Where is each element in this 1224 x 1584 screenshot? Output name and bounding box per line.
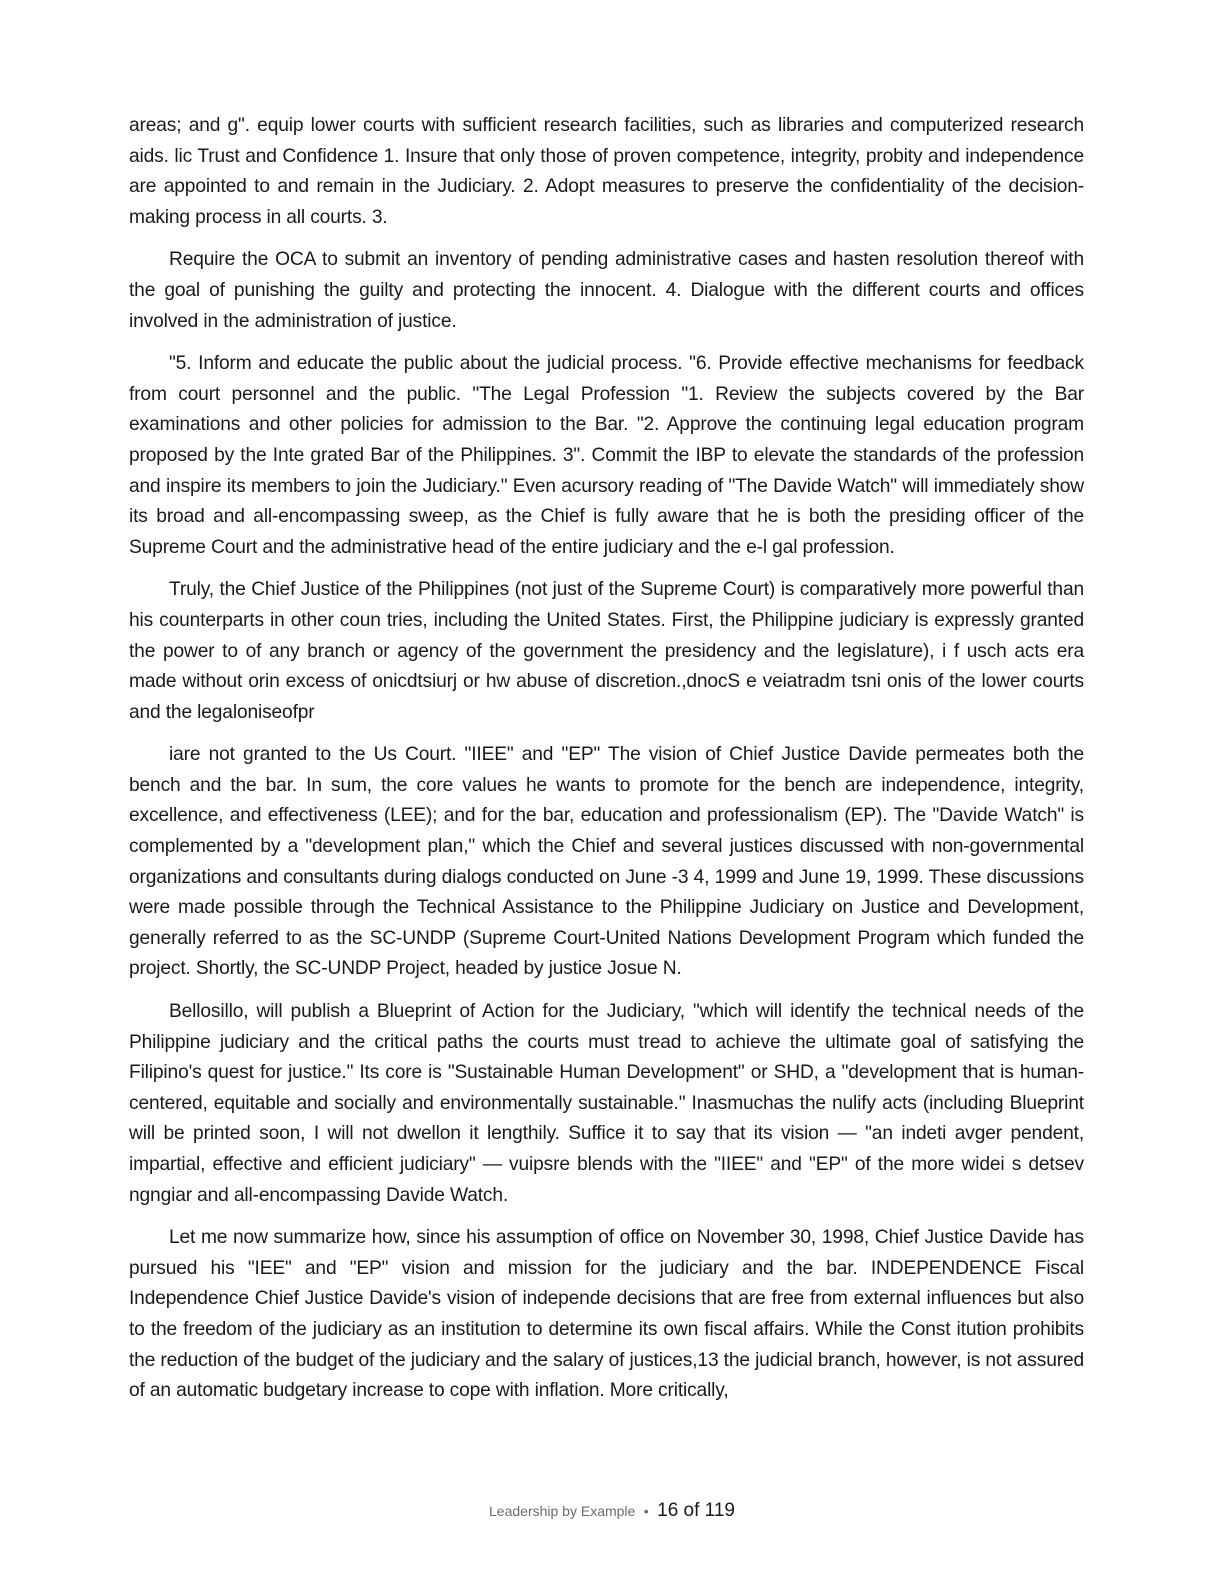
paragraph-5: iare not granted to the Us Court. "IIEE" and "EP" The vision of Chief Justice Davide permeates both the bench and the bar. In sum, the core values he wants to promote for the bench are independence, integrity, excellence, and effectiveness (LEE); and for the bar, education and professionalism (EP). The "Davide Watch" is complemented by a "development plan," which the Chief and several justices discussed with non-governmental organizations and consultants during dialogs conducted on June -3 4, 1999 and June 19, 1999. These discussions were made possible through the Technical Assistance to the Philippine Judiciary on Justice and Development, generally referred to as the SC-UNDP (Supreme Court-United Nations Development Program which funded the project. Shortly, the SC-UNDP Project, headed by justice Josue N. — [129, 744, 1084, 980]
paragraph-7: Let me now summarize how, since his assumption of office on November 30, 1998, Chief Justice Davide has pursued his "IEE" and "EP" vision and mission for the judiciary and the bar. INDEPENDENCE Fiscal Independence Chief Justice Davide's vision of independe decisions that are free from external influences but also to the freedom of the judiciary as an institution to determine its own fiscal affairs. While the Const itution prohibits the reduction of the budget of the judiciary and the salary of justices,13 the judicial branch, however, is not assured of an automatic budgetary increase to cope with inflation. More critically, — [129, 1227, 1084, 1402]
document-body — [129, 111, 1084, 1419]
paragraph-6: Bellosillo, will publish a Blueprint of Action for the Judiciary, "which will identify the technical needs of the Philippine judiciary and the critical paths the courts must tread to achieve the ultimate goal of satisfying the Filipino's quest for justice." Its core is "Sustainable Human Development" or SHD, a "development that is human-centered, equitable and socially and environmentally sustainable." Inasmuchas the nulify acts (including Blueprint will be printed soon, I will not dwellon it lengthily. Suffice it to say that its vision — "an indeti avger pendent, impartial, effective and efficient judiciary" — vuipsre blends with the "IIEE" and "EP" of the more widei s detsev ngngiar and all-encompassing Davide Watch. — [129, 1001, 1084, 1206]
footer-separator: • — [643, 1503, 649, 1519]
page-number: 16 of 119 — [657, 1500, 735, 1521]
paragraph-4: Truly, the Chief Justice of the Philippines (not just of the Supreme Court) is comparatively more powerful than his counterparts in other coun tries, including the United States. First, the Philippine judiciary is expressly granted the power to of any branch or agency of the government the presidency and the legislature), i f usch acts era made without orin excess of onicdtsiurj or hw abuse of discretion.,dnocS e veiatradm tsni onis of the lower courts and the legaloniseofpr — [129, 579, 1084, 723]
page-footer — [0, 1500, 1224, 1522]
paragraph-1: areas; and g". equip lower courts with sufficient research facilities, such as libraries and computerized research aids. lic Trust and Confidence 1. Insure that only those of proven competence, integrity, probity and independence are appointed to and remain in the Judiciary. 2. Adopt measures to preserve the confidentiality of the decision-making process in all courts. 3. — [129, 115, 1084, 228]
footer-document-title: Leadership by Example — [489, 1503, 636, 1519]
paragraph-2: Require the OCA to submit an inventory of pending administrative cases and hasten resolution thereof with the goal of punishing the guilty and protecting the innocent. 4. Dialogue with the different courts and offices involved in the administration of justice. — [129, 249, 1084, 332]
paragraph-3: "5. Inform and educate the public about the judicial process. "6. Provide effective mechanisms for feedback from court personnel and the public. "The Legal Profession "1. Review the subjects covered by the Bar examinations and other policies for admission to the Bar. "2. Approve the continuing legal education program proposed by the Inte grated Bar of the Philippines. 3". Commit the IBP to elevate the standards of the profession and inspire its members to join the Judiciary." Even acursory reading of "The Davide Watch" will immediately show its broad and all-encompassing sweep, as the Chief is fully aware that he is both the presiding officer of the Supreme Court and the administrative head of the entire judiciary and the e-l gal profession. — [129, 353, 1084, 558]
